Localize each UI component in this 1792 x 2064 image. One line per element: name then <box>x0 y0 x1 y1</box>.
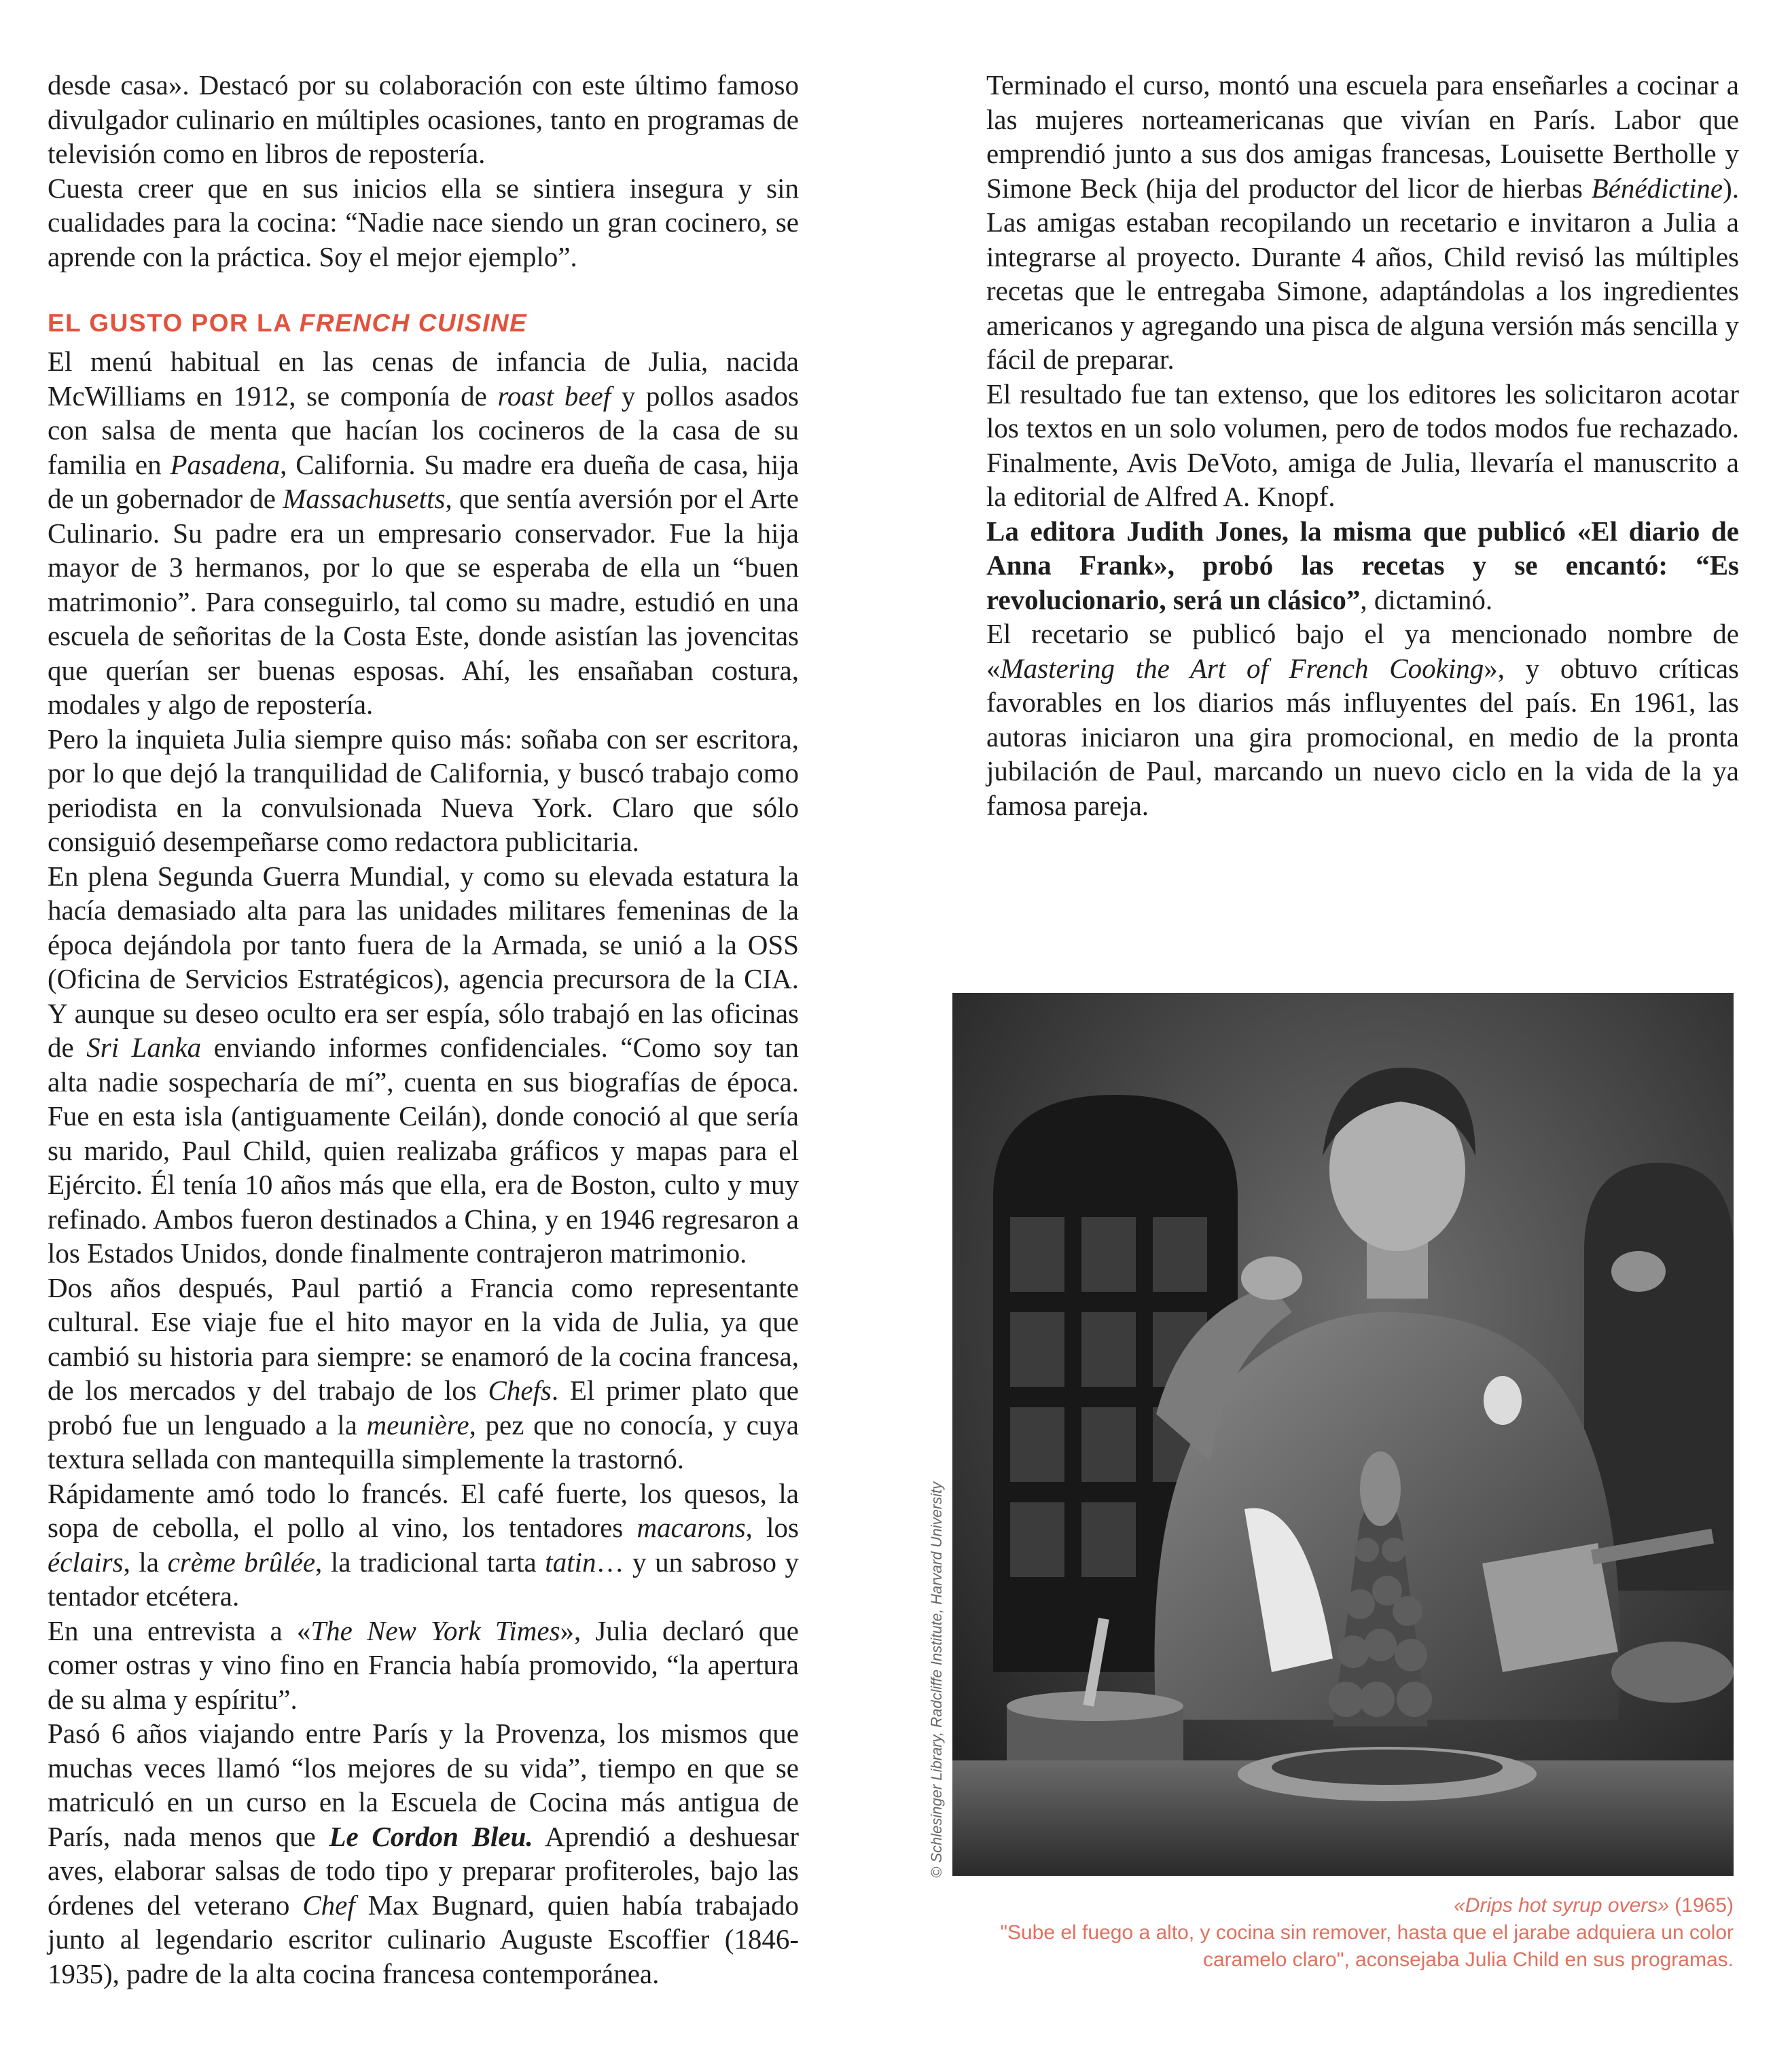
right-column <box>986 68 1739 822</box>
paragraph: Rápidamente amó todo lo francés. El café fuerte, los quesos, la sopa de cebolla, el pollo al vino, los tentadores macarons, los éclairs, la crème brûlée, la tradicional tarta tatin… y un sabroso y tentador etcétera. <box>48 1477 800 1612</box>
photo-illustration <box>952 993 1734 1876</box>
paragraph: En plena Segunda Guerra Mundial, y como su elevada estatura la hacía demasiado alta para las unidades militares femeninas de la época dejándola por tanto fuera de la Armada, se unió a la OSS (Oficina de Servicios Estratégicos), agencia precursora de la CIA. Y aunque su deseo oculto era ser espía, sólo trabajó en las oficinas de Sri Lanka enviando informes confidenciales. “Como soy tan alta nadie sospecharía de mí”, cuenta en sus biografías de época. Fue en esta isla (antiguamente Ceilán), donde conoció al que sería su marido, Paul Child, quien realizaba gráficos y mapas para el Ejército. Él tenía 10 años más que ella, era de Boston, culto y muy refinado. Ambos fueron destinados a China, y en 1946 regresaron a los Estados Unidos, donde finalmente contrajeron matrimonio. <box>48 860 799 1269</box>
photo-credit: © Schlesinger Library, Radcliffe Institute, Harvard University <box>928 1481 945 1878</box>
section-heading: EL GUSTO POR LA FRENCH CUISINE <box>48 309 528 337</box>
paragraph: El recetario se publicó bajo el ya mencionado nombre de «Mastering the Art of French Cooking», y obtuvo críticas favorables en los diarios más influyentes del país. En 1961, las autoras iniciaron una gira promocional, en medio de la pronta jubilación de Paul, marcando un nuevo ciclo en la vida de la ya famosa pareja. <box>986 618 1739 821</box>
julia-child-photo <box>952 993 1734 1876</box>
paragraph: Pero la inquieta Julia siempre quiso más: soñaba con ser escritora, por lo que dejó la tranquilidad de California, y buscó trabajo como periodista en la convulsionada Nueva York. Claro que sólo consiguió desempeñarse como redactora publicitaria. <box>48 723 799 857</box>
paragraph: Pasó 6 años viajando entre París y la Provenza, los mismos que muchas veces llamó “los mejores de su vida”, tiempo en que se matriculó en un curso en la Escuela de Cocina más antigua de París, nada menos que Le Cordon Bleu. Aprendió a deshuesar aves, elaborar salsas de todo tipo y preparar profiteroles, bajo las órdenes del veterano Chef Max Bugnard, quien había trabajado junto al legendario escritor culinario Auguste Escoffier (1846-1935), padre de la alta cocina francesa contemporánea. <box>48 1718 800 1989</box>
paragraph: El resultado fue tan extenso, que los editores les solicitaron acotar los textos en un solo volumen, pero de todos modos fue rechazado. Finalmente, Avis DeVoto, amiga de Julia, llevaría el manuscrito a la editorial de Alfred A. Knopf. <box>986 378 1739 512</box>
left-column <box>48 68 799 1991</box>
photo-caption: «Drips hot syrup overs» (1965) "Sube el fuego a alto, y cocina sin remover, hasta que el jarabe adquiera un color caramelo claro", aconsejaba Julia Child en sus programas. <box>1000 1894 1734 1971</box>
paragraph: desde casa». Destacó por su colaboración con este último famoso divulgador culinario en múltiples ocasiones, tanto en programas de televisión como en libros de repostería. <box>48 69 799 169</box>
paragraph: El menú habitual en las cenas de infancia de Julia, nacida McWilliams en 1912, se componía de roast beef y pollos asados con salsa de menta que hacían los cocineros de la casa de su familia en Pasadena, California. Su madre era dueña de casa, hija de un gobernador de Massachusetts, que sentía aversión por el Arte Culinario. Su padre era un empresario conservador. Fue la hija mayor de 3 hermanos, por lo que se esperaba de ella un “buen matrimonio”. Para conseguirlo, tal como su madre, estudió en una escuela de señoritas de la Costa Este, donde asistían las jovencitas que querían ser buenas esposas. Ahí, les ensañaban costura, modales y algo de repostería. <box>48 346 800 720</box>
paragraph: Terminado el curso, montó una escuela para enseñarles a cocinar a las mujeres norteamericanas que vivían en París. Labor que emprendió junto a sus dos amigas francesas, Louisette Bertholle y Simone Beck (hija del productor del licor de hierbas Bénédictine). Las amigas estaban recopilando un recetario e invitaron a Julia a integrarse al proyecto. Durante 4 años, Child revisó las múltiples recetas que le entregaba Simone, adaptándolas a los ingredientes americanos y agregando una pisca de alguna versión más sencilla y fácil de preparar. <box>986 69 1739 375</box>
paragraph: Dos años después, Paul partió a Francia como representante cultural. Ese viaje fue el hito mayor en la vida de Julia, ya que cambió su historia para siempre: se enamoró de la cocina francesa, de los mercados y del trabajo de los Chefs. El primer plato que probó fue un lenguado a la meunière, pez que no conocía, y cuya textura sellada con mantequilla simplemente la trastornó. <box>48 1271 799 1474</box>
paragraph: En una entrevista a «The New York Times», Julia declaró que comer ostras y vino fino en Francia había promovido, “la apertura de su alma y espíritu”. <box>48 1614 799 1715</box>
paragraph: La editora Judith Jones, la misma que publicó «El diario de Anna Frank», probó las recetas y se encantó: “Es revolucionario, será un clásico”, dictaminó. <box>986 515 1739 615</box>
paragraph: Cuesta creer que en sus inicios ella se sintiera insegura y sin cualidades para la cocina: “Nadie nace siendo un gran cocinero, se aprende con la práctica. Soy el mejor ejemplo”. <box>48 172 799 272</box>
